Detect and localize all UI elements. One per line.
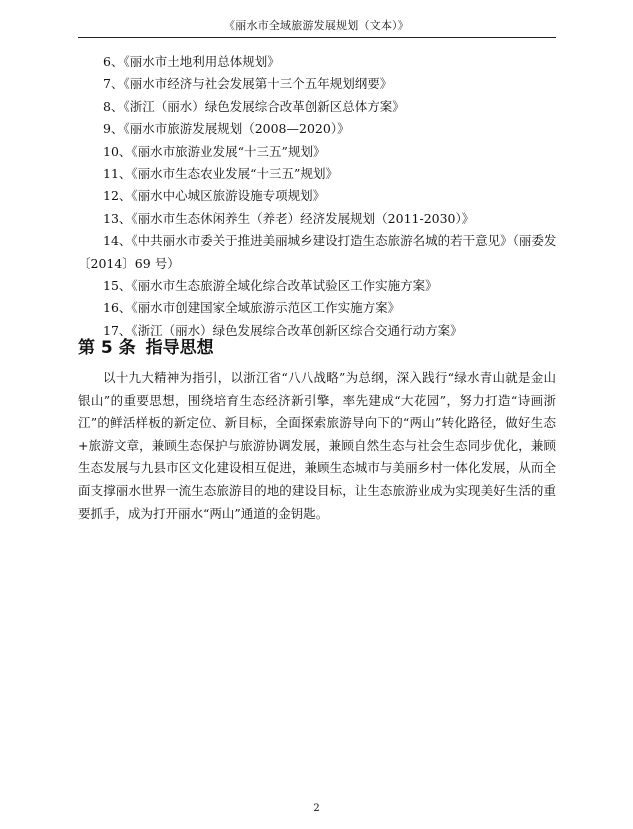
reference-title: 《丽水市生态农业发展“十三五”规划》 xyxy=(131,166,338,182)
reference-number: 7、 xyxy=(103,76,124,92)
reference-item xyxy=(78,141,558,163)
reference-title: 《浙江（丽水）绿色发展综合改革创新区总体方案》 xyxy=(123,98,405,114)
reference-title: 《丽水市创建国家全域旅游示范区工作实施方案》 xyxy=(131,300,401,316)
reference-number: 15、 xyxy=(103,278,132,294)
reference-item xyxy=(78,163,558,185)
reference-number: 9、 xyxy=(103,121,124,137)
section-heading xyxy=(78,336,214,360)
reference-item xyxy=(78,118,558,140)
reference-number: 13、 xyxy=(103,210,132,226)
reference-number: 17、 xyxy=(103,322,132,338)
reference-title: 《丽水市生态休闲养生（养老）经济发展规划（2011-2030）》 xyxy=(131,210,475,226)
reference-title: 《丽水市生态旅游全域化综合改革试验区工作实施方案》 xyxy=(131,278,438,294)
guiding-principle-paragraph: 以十九大精神为指引，以浙江省“八八战略”为总纲，深入践行“绿水青山就是金山银山”的重要思想，围绕培育生态经济新引擎，率先建成“大花园”，努力打造“诗画浙江”的鲜活样板的新定位、新目标，全面探索旅游导向下的“两山”转化路径，做好生态+旅游文章，兼顾生态保护与旅游协调发展，兼顾自然生态与社会生态同步优化，兼顾生态发展与九县市区文化建设相互促进，兼顾生态城市与美丽乡村一体化发展，从而全面支撑丽水世界一流生态旅游目的地的建设目标，让生态旅游业成为实现美好生活的重要抓手，成为打开丽水“两山”通道的金钥匙。 xyxy=(78,370,556,521)
reference-item xyxy=(78,275,558,297)
reference-number: 6、 xyxy=(103,54,124,69)
reference-number: 12、 xyxy=(103,188,132,204)
reference-number: 8、 xyxy=(103,98,124,114)
reference-item xyxy=(78,185,558,207)
reference-item xyxy=(78,96,558,118)
reference-item xyxy=(78,208,558,230)
reference-title: 《中共丽水市委关于推进美丽城乡建设打造生态旅游名城的若干意见》（丽委发〔2014〕69 号） xyxy=(78,233,557,271)
header-divider xyxy=(78,37,556,38)
reference-title: 《丽水市经济与社会发展第十三个五年规划纲要》 xyxy=(123,76,393,92)
reference-item xyxy=(78,230,558,275)
reference-list xyxy=(78,51,558,342)
reference-item xyxy=(78,51,558,73)
reference-title: 《丽水中心城区旅游设施专项规划》 xyxy=(131,188,326,204)
reference-number: 10、 xyxy=(103,143,132,159)
reference-item xyxy=(78,73,558,95)
reference-number: 14、 xyxy=(103,233,132,249)
section-title: 指导思想 xyxy=(145,338,214,358)
reference-title: 《丽水市土地利用总体规划》 xyxy=(123,54,280,69)
reference-title: 《浙江（丽水）绿色发展综合改革创新区综合交通行动方案》 xyxy=(131,322,463,338)
reference-number: 11、 xyxy=(103,166,132,182)
reference-item xyxy=(78,297,558,319)
reference-number: 16、 xyxy=(103,300,132,316)
reference-title: 《丽水市旅游发展规划（2008—2020）》 xyxy=(123,121,350,137)
section-label: 第 5 条 xyxy=(78,338,136,358)
reference-title: 《丽水市旅游业发展“十三五”规划》 xyxy=(131,143,326,159)
running-header: 《丽水市全域旅游发展规划（文本）》 xyxy=(224,19,409,32)
page-number: 2 xyxy=(313,803,320,814)
